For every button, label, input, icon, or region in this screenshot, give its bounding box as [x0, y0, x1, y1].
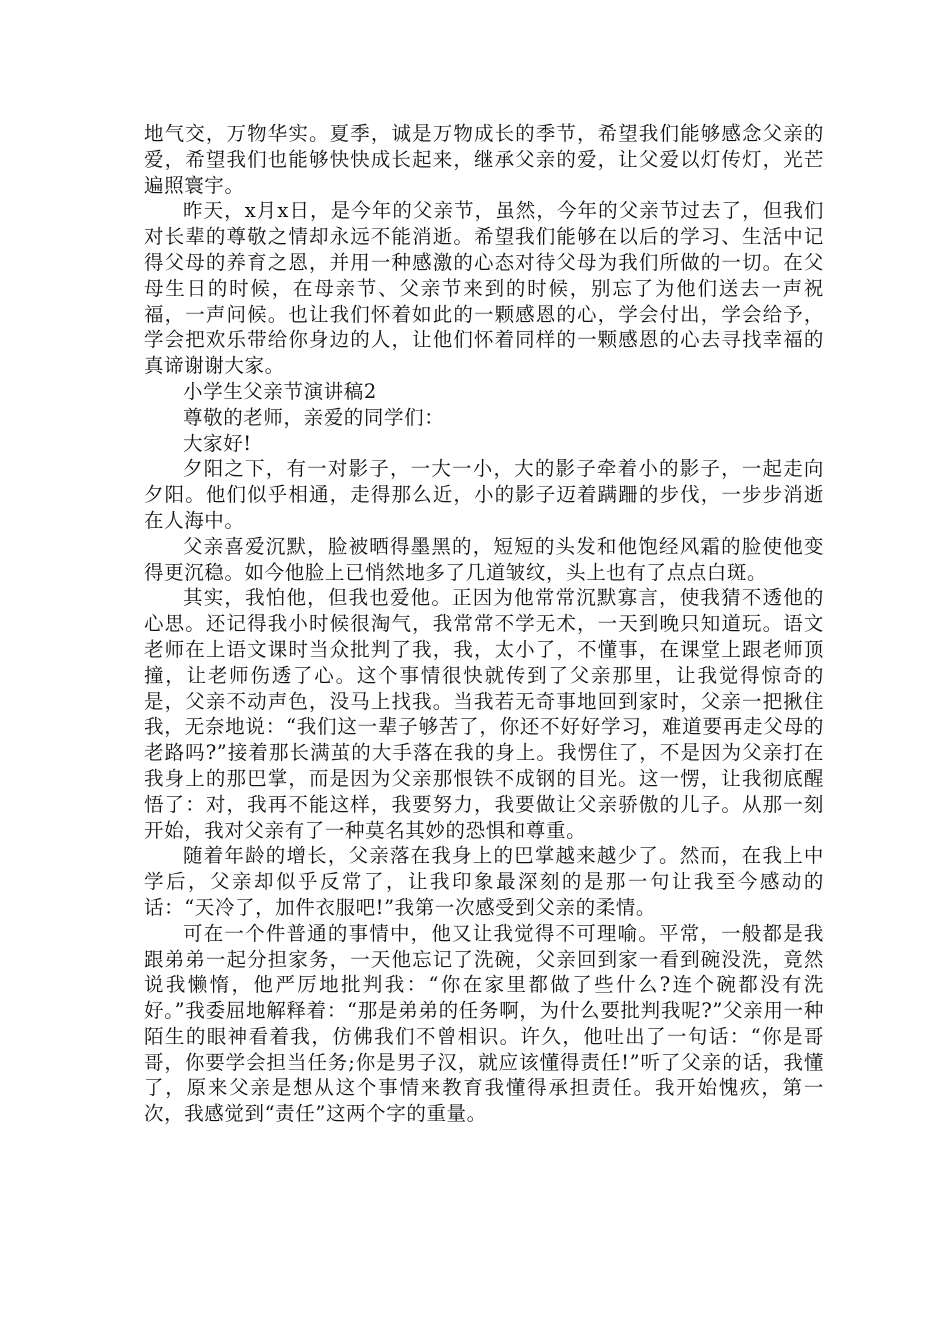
section-title: 小学生父亲节演讲稿2 — [183, 379, 377, 403]
salutation: 尊敬的老师，亲爱的同学们： — [183, 405, 445, 429]
paragraph-father-silent: 父亲喜爱沉默，脸被晒得墨黑的，短短的头发和他饱经风霜的脸使他变得更沉稳。如今他脸上已悄然地多了几道皱纹，头上也有了点点白斑。 — [144, 534, 824, 584]
paragraph-responsibility: 可在一个件普通的事情中，他又让我觉得不可理喻。平常，一般都是我跟弟弟一起分担家务，一天他忘记了洗碗，父亲回到家一看到碗没洗，竟然说我懒惰，他严厉地批判我：“你在家里都做了些什么?连个碗都没有洗好。”我委屈地解释着：“那是弟弟的任务啊，为什么要批判我呢?”父亲用一种陌生的眼神看着我，仿佛我们不曾相识。许久，他吐出了一句话：“你是哥哥，你要学会担当任务;你是男子汉，就应该懂得责任!”听了父亲的话，我懂了，原来父亲是想从这个事情来教育我懂得承担责任。我开始愧疚，第一次，我感觉到“责任”这两个字的重量。 — [144, 921, 824, 1126]
paragraph-1: 地气交，万物华实。夏季，诚是万物成长的季节，希望我们能够感念父亲的爱，希望我们也能够快快成长起来，继承父亲的爱，让父爱以灯传灯，光芒遍照寰宇。 — [144, 122, 824, 197]
document-page — [144, 121, 824, 1127]
paragraph-sunset: 夕阳之下，有一对影子，一大一小，大的影子牵着小的影子，一起走向夕阳。他们似乎相通，走得那么近，小的影子迈着蹒跚的步伐，一步步消逝在人海中。 — [144, 457, 824, 532]
paragraph-growing-up: 随着年龄的增长，父亲落在我身上的巴掌越来越少了。然而，在我上中学后，父亲却似乎反常了，让我印象最深刻的是那一句让我至今感动的话：“天冷了，加件衣服吧!”我第一次感受到父亲的柔情。 — [144, 844, 824, 919]
greeting: 大家好! — [183, 431, 252, 455]
paragraph-fear-and-love: 其实，我怕他，但我也爱他。正因为他常常沉默寡言，使我猜不透他的心思。还记得我小时候很淘气，我常常不学无术，一天到晚只知道玩。语文老师在上语文课时当众批判了我，我，太小了，不懂事，在课堂上跟老师顶撞，让老师伤透了心。这个事情很快就传到了父亲那里，让我觉得惊奇的是，父亲不动声色，没马上找我。当我若无奇事地回到家时，父亲一把揪住我，无奈地说：“我们这一辈子够苦了，你还不好好学习，难道要再走父母的老路吗?”接着那长满茧的大手落在我的身上。我愣住了，不是因为父亲打在我身上的那巴掌，而是因为父亲那恨铁不成钢的目光。这一愣，让我彻底醒悟了：对，我再不能这样，我要努力，我要做让父亲骄傲的儿子。从那一刻开始，我对父亲有了一种莫名其妙的恐惧和尊重。 — [144, 586, 824, 842]
paragraph-2: 昨天，x月x日，是今年的父亲节，虽然，今年的父亲节过去了，但我们对长辈的尊敬之情却永远不能消逝。希望我们能够在以后的学习、生活中记得父母的养育之恩，并用一种感激的心态对待父母为我们所做的一切。在父母生日的时候，在母亲节、父亲节来到的时候，别忘了为他们送去一声祝福，一声问候。也让我们怀着如此的一颗感恩的心，学会付出，学会给予，学会把欢乐带给你身边的人，让他们怀着同样的一颗感恩的心去寻找幸福的真谛谢谢大家。 — [144, 199, 824, 378]
